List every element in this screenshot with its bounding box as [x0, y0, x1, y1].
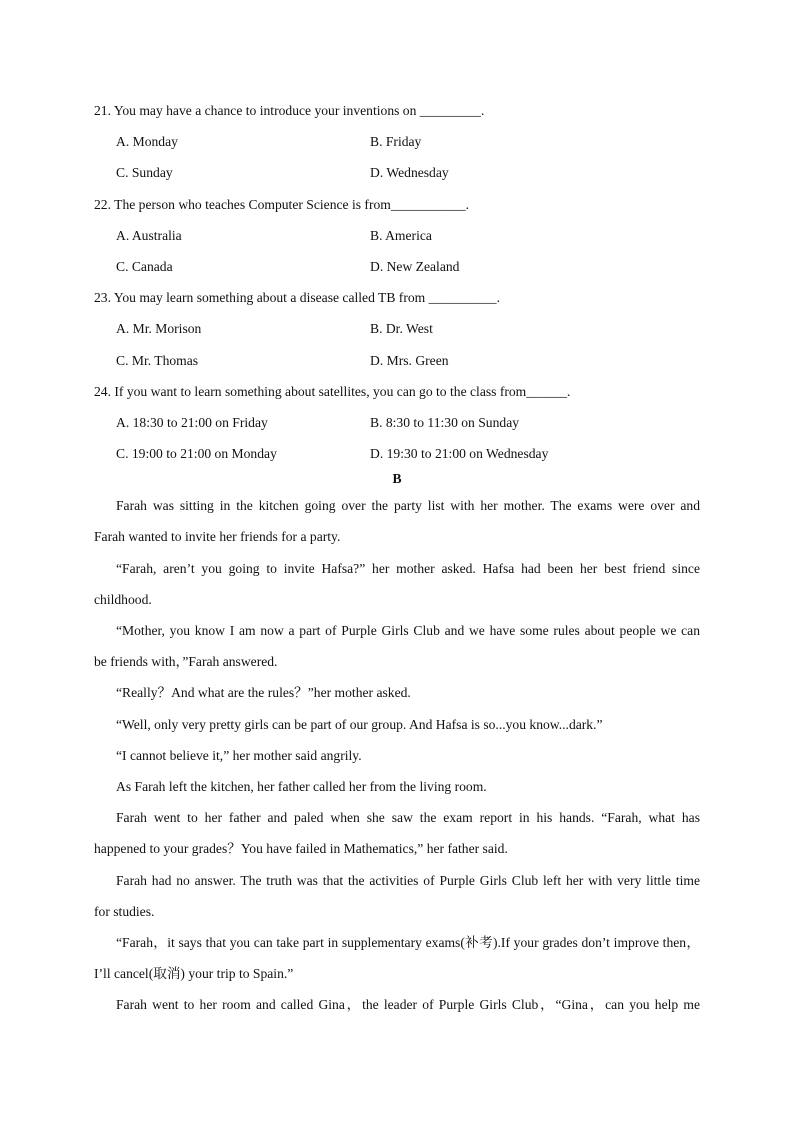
passage-line: “I cannot believe it,” her mother said angrily.	[116, 748, 362, 763]
option-22-d: D. New Zealand	[370, 259, 460, 274]
question-21: 21. You may have a chance to introduce your inventions on _________.	[94, 103, 485, 118]
option-23-a: A. Mr. Morison	[116, 321, 202, 336]
option-21-a: A. Monday	[116, 134, 178, 149]
passage-line: Farah was sitting in the kitchen going over the party list with her mother. The exams were over and	[116, 498, 700, 513]
passage-line: for studies.	[94, 904, 155, 919]
passage-line: Farah had no answer. The truth was that the activities of Purple Girls Club left her with very little time	[116, 873, 700, 888]
option-21-b: B. Friday	[370, 134, 422, 149]
option-22-b: B. America	[370, 228, 432, 243]
passage-line: “Really？And what are the rules？”her mother asked.	[116, 685, 411, 700]
passage-line: “Mother, you know I am now a part of Purple Girls Club and we have some rules about people we can	[116, 623, 700, 638]
option-24-d: D. 19:30 to 21:00 on Wednesday	[370, 446, 549, 461]
passage-line: Farah wanted to invite her friends for a party.	[94, 529, 341, 544]
passage-line: “Farah，it says that you can take part in supplementary exams(补考).If your grades don’t improve then，	[116, 935, 700, 950]
question-23: 23. You may learn something about a disease called TB from __________.	[94, 290, 500, 305]
passage-line: Farah went to her father and paled when she saw the exam report in his hands. “Farah, what has	[116, 810, 700, 825]
option-24-a: A. 18:30 to 21:00 on Friday	[116, 415, 268, 430]
option-22-a: A. Australia	[116, 228, 182, 243]
option-21-d: D. Wednesday	[370, 165, 449, 180]
option-23-d: D. Mrs. Green	[370, 353, 449, 368]
passage-line: childhood.	[94, 592, 152, 607]
passage-line: be friends with，”Farah answered.	[94, 654, 278, 669]
option-24-b: B. 8:30 to 11:30 on Sunday	[370, 415, 520, 430]
question-22: 22. The person who teaches Computer Science is from___________.	[94, 197, 470, 212]
passage-line: I’ll cancel(取消) your trip to Spain.”	[94, 966, 294, 981]
section-heading: B	[392, 471, 402, 486]
passage-line: Farah went to her room and called Gina，the leader of Purple Girls Club，“Gina，can you help me	[116, 997, 700, 1012]
option-23-c: C. Mr. Thomas	[116, 353, 199, 368]
option-23-b: B. Dr. West	[370, 321, 433, 336]
passage-line: “Farah, aren’t you going to invite Hafsa?” her mother asked. Hafsa had been her best friend since	[116, 561, 700, 576]
option-22-c: C. Canada	[116, 259, 173, 274]
option-21-c: C. Sunday	[116, 165, 173, 180]
passage-line: “Well, only very pretty girls can be part of our group. And Hafsa is so...you know...dark.”	[116, 717, 603, 732]
question-24: 24. If you want to learn something about satellites, you can go to the class from______.	[94, 384, 571, 399]
passage-line: As Farah left the kitchen, her father called her from the living room.	[116, 779, 487, 794]
passage-line: happened to your grades？You have failed in Mathematics,” her father said.	[94, 841, 508, 856]
option-24-c: C. 19:00 to 21:00 on Monday	[116, 446, 277, 461]
